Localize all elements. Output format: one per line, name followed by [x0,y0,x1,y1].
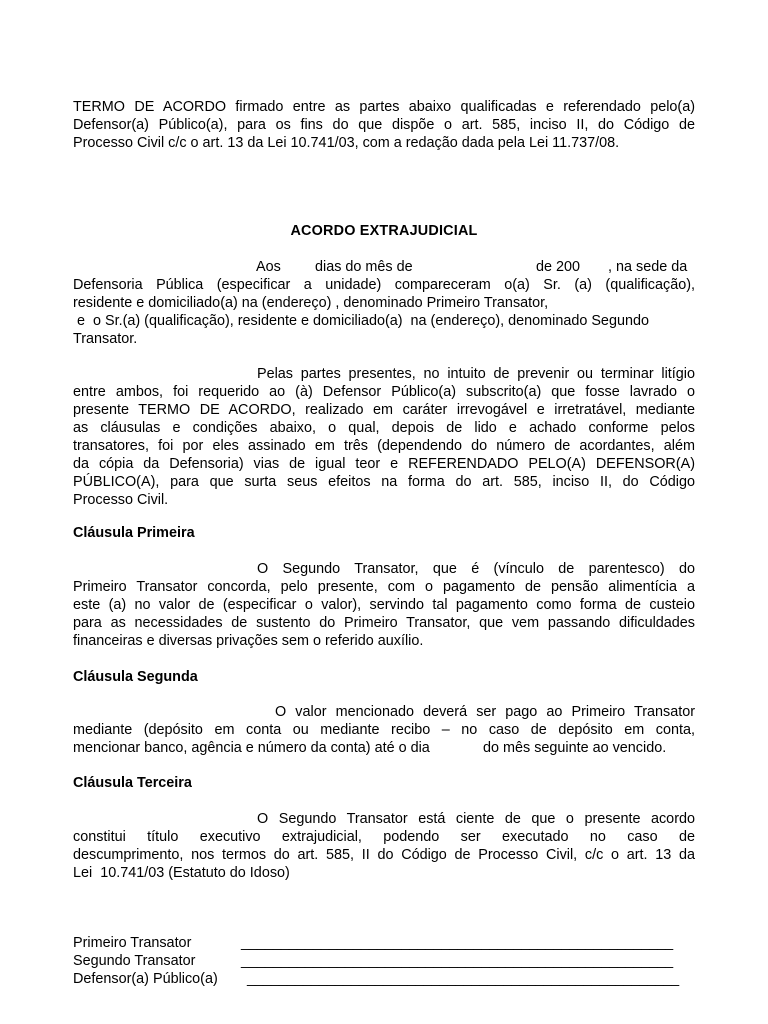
intro-line: Processo Civil c/c o art. 13 da Lei 10.741/03, com a redação dada pela Lei 11.737/08. [73,135,620,151]
preamble-first-line: Pelas partes presentes, no intuito de prevenir ou terminar litígio [257,366,695,382]
opening-line: Defensoria Pública (especificar a unidade) compareceram o(a) Sr. (a) (qualificação), [73,277,695,293]
signature-line[interactable]: ______________________________________________________ [247,971,680,987]
clause1-paragraph [73,560,695,650]
clause3-paragraph [73,810,695,882]
preamble-line: transatores, foi por eles assinado em três (dependendo do número de acordantes, além [73,438,695,454]
opening-first-line [73,258,695,276]
signature-line[interactable]: ______________________________________________________ [241,953,674,969]
clause1-line: Primeiro Transator concorda, pelo presente, com o pagamento de pensão alimentícia a [73,579,695,595]
intro-paragraph [73,98,695,152]
clause2-last-a: mencionar banco, agência e número da conta) até o dia [73,740,430,756]
clause3-line: Lei 10.741/03 (Estatuto do Idoso) [73,865,290,881]
clause3-line: constitui título executivo extrajudicial, podendo ser executado no caso de [73,829,695,845]
preamble-paragraph [73,365,695,509]
document-title: ACORDO EXTRAJUDICIAL [290,223,478,239]
clause3-heading: Cláusula Terceira [73,775,192,791]
opening-paragraph [73,258,695,348]
clause2-paragraph [73,703,695,757]
preamble-line: entre ambos, foi requerido ao (à) Defensor Público(a) subscrito(a) que fosse lavrado o [73,384,695,400]
clause1-line: este (a) no valor de (especificar o valor), servindo tal pagamento como forma de custeio [73,597,695,613]
clause2-first-line: O valor mencionado deverá ser pago ao Primeiro Transator [275,704,695,720]
preamble-line: PÚBLICO(A), para que surta seus efeitos na forma do art. 585, inciso II, do Código [73,474,695,490]
clause1-first-line: O Segundo Transator, que é (vínculo de parentesco) do [257,561,695,577]
signature-label: Segundo Transator [73,953,196,969]
clause2-heading: Cláusula Segunda [73,669,198,685]
signature-row-defensor [73,970,695,988]
opening-dias-do-mes: dias do mês de [315,259,413,275]
preamble-line: Processo Civil. [73,492,169,508]
clause1-line: para as necessidades de sustento do Primeiro Transator, que vem passando dificuldades [73,615,695,631]
signature-line[interactable]: ______________________________________________________ [241,935,674,951]
preamble-line: presente TERMO DE ACORDO, realizado em caráter irrevogável e irretratável, mediante [73,402,695,418]
clause2-last-b: do mês seguinte ao vencido. [483,740,667,756]
signature-label: Primeiro Transator [73,935,192,951]
clause3-first-line: O Segundo Transator está ciente de que o presente acordo [257,811,695,827]
clause3-line: descumprimento, nos termos do art. 585, II do Código de Processo Civil, c/c o art. 13 da [73,847,695,863]
opening-line: residente e domiciliado(a) na (endereço) , denominado Primeiro Transator, [73,295,549,311]
opening-de-200: de 200 [536,259,581,275]
preamble-line: da cópia da Defensoria) vias de igual teor e REFERENDADO PELO(A) DEFENSOR(A) [73,456,695,472]
opening-aos: Aos [256,259,281,275]
opening-na-sede: , na sede da [608,259,688,275]
clause1-heading: Cláusula Primeira [73,525,195,541]
signature-row-primeiro [73,934,695,952]
intro-line: TERMO DE ACORDO firmado entre as partes abaixo qualificadas e referendado pelo(a) [73,99,695,115]
clause1-line: financeiras e diversas privações sem o referido auxílio. [73,633,424,649]
intro-line: Defensor(a) Público(a), para os fins do que dispõe o art. 585, inciso II, do Código de [73,117,695,133]
preamble-line: as cláusulas e condições abaixo, o qual, depois de lido e achado conforme pelos [73,420,695,436]
opening-line: Transator. [73,331,138,347]
clause2-line: mediante (depósito em conta ou mediante recibo – no caso de depósito em conta, [73,722,695,738]
signature-row-segundo [73,952,695,970]
opening-line: e o Sr.(a) (qualificação), residente e domiciliado(a) na (endereço), denominado Segundo [73,313,649,329]
clause2-last-line [73,739,695,757]
signature-label: Defensor(a) Público(a) [73,971,218,987]
